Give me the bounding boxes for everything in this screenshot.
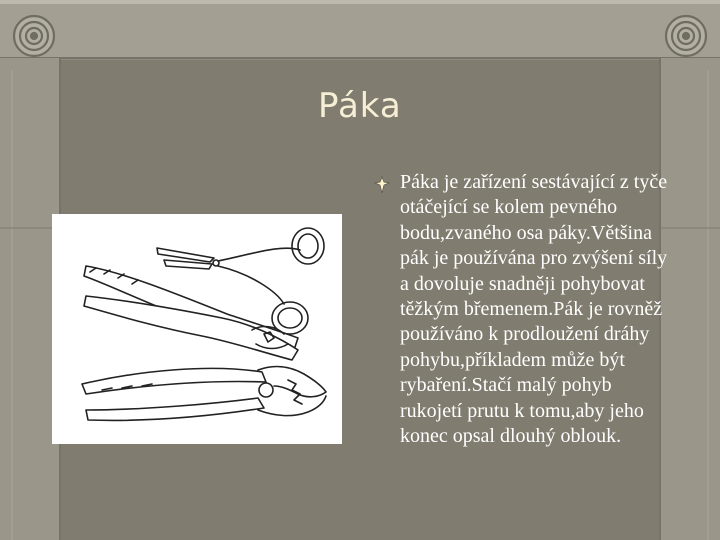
- lever-tools-illustration: [52, 214, 342, 444]
- fleur-bullet-icon: [374, 176, 390, 194]
- left-volute-icon: [14, 16, 54, 56]
- scissors-nutcracker-pliers-icon: [52, 214, 342, 444]
- right-volute-icon: [666, 16, 706, 56]
- bullet-list: [374, 170, 674, 449]
- slide-title: Páka: [318, 86, 402, 126]
- bullet-text: Páka je zařízení sestávající z tyče otáčející se kolem pevného bodu,zvaného osa páky.Většina pák je používána pro zvýšení síly a dovoluje snadněji pohybovat těžkým břemenem.Pák je rovněž používáno k prodloužení dráhy pohybu,příkladem může být rybaření.Stačí malý pohyb rukojetí prutu k tomu,aby jeho konec opsal dlouhý oblouk.: [400, 171, 668, 448]
